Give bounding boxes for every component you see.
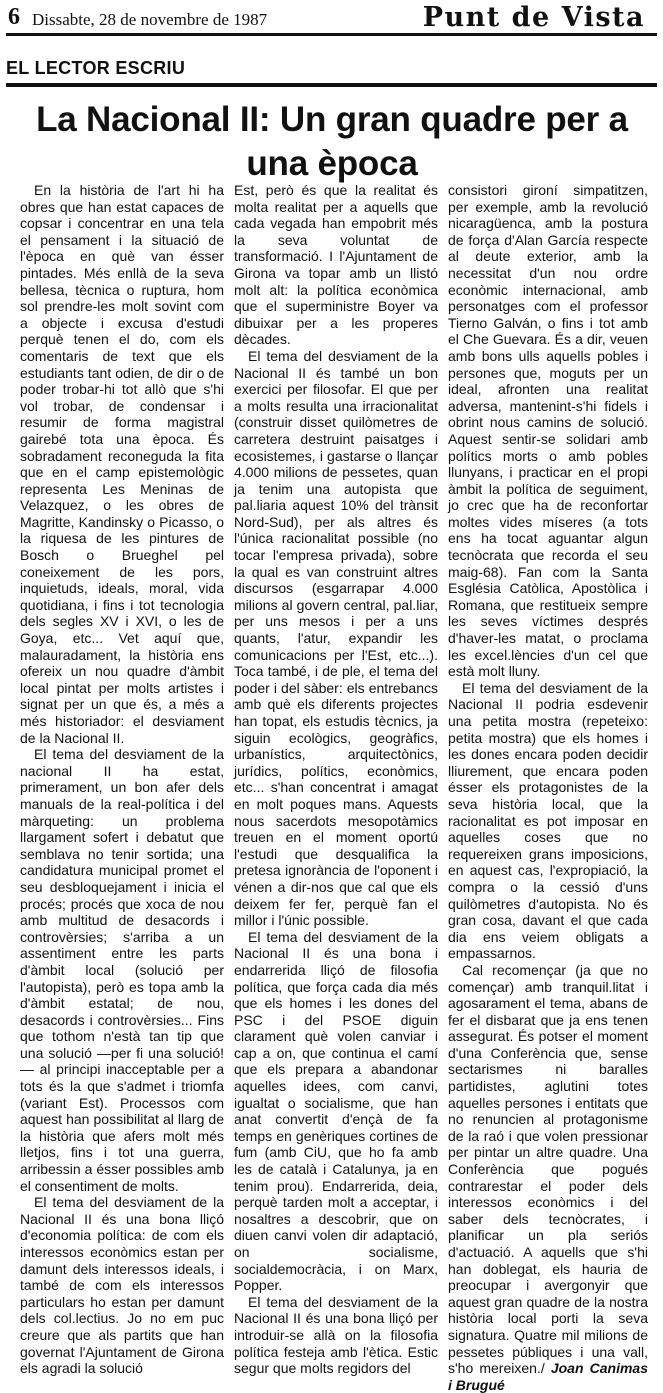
masthead bbox=[0, 0, 663, 36]
article-column-1 bbox=[20, 182, 224, 1377]
masthead-rule bbox=[6, 33, 657, 36]
article-headline: La Nacional II: Un gran quadre per a una època bbox=[36, 100, 628, 183]
column-kicker: EL LECTOR ESCRIU bbox=[6, 58, 186, 78]
paragraph: El tema del desviament de la Nacional II podria esdevenir una petita mostra (repeteixo: petita mostra) que els homes i les dones encara poden decidir lliurement, que encara poden ésser els protagonistes de la seva història local, que la racionalitat es pot imposar en aquelles coses que no requereixen grans imposicions, en aquest cas, l'expropiació, la compra o la cessió d'uns quilòmetres d'autopista. No és gran cosa, davant el que cada dia ens veiem obligats a empassarnos. bbox=[448, 679, 648, 962]
paragraph: consistori gironí simpatitzen, per exemple, amb la revolució nicaragüenca, amb la postura de força d'Alan García respecte al deute exterior, amb la necessitat d'un nou ordre econòmic internacional, amb personatges com el professor Tierno Galván, o fins i tot amb el Che Guevara. És a dir, veuen amb bons ulls aquells pobles i persones que, moguts per un ideal, afronten una realitat adversa, mantenint-s'hi fidels i obrint nous camins de solució. Aquest sentir-se solidari amb polítics morts o amb pobles llunyans, i practicar en el propi àmbit la política de seguiment, jo crec que ha de reconfortar moltes vides míseres (a tots ens ha tocat aguantar algun tecnòcrata que recorda el seu maig-68). Fan com la Santa Església Catòlica, Apostòlica i Romana, que restitueix sempre les seves víctimes després d'haver-les matat, o proclama les excel.lències d'un cel que està molt lluny. bbox=[448, 182, 648, 680]
article-column-2 bbox=[234, 182, 438, 1377]
author-signature: Joan Canimas i Brugué bbox=[448, 1360, 648, 1393]
article-column-3 bbox=[448, 182, 648, 1393]
issue-date: Dissabte, 28 de novembre de 1987 bbox=[32, 10, 268, 29]
paragraph: El tema del desviament de la nacional II ha estat, primerament, un bon afer dels manuals de la real-política i del màrqueting: un problema llargament sofert i debatut que semblava no tenir sortida; una candidatura municipal promet el seu desbloquejament i inicia el procés; procés que xoca de nou amb multitud de desacords i controvèrsies; s'arriba a un assentiment entre les parts d'àmbit local (solució per l'autopista), però es topa amb la d'àmbit estatal; de nou, desacords i controvèrsies... Fins que tothom n'està tan tip que una solució —per fi una solució!— al principi inacceptable per a tots és la que s'admet i triomfa (variant Est). Processos com aquest han possibilitat al llarg de la història que afers molt més lletjos, fins i tot una guerra, arribessin a ésser possibles amb el consentiment de molts. bbox=[20, 746, 224, 1194]
paragraph: El tema del desviament de la Nacional II és una bona lliçó d'economia política: de com els interessos econòmics estan per damunt dels interessos ideals, i també de com els interessos particulars ho estan per damunt dels col.lectius. Jo no em puc creure que als partits que han governat l'Ajuntament de Girona els agradi la solució bbox=[20, 1194, 224, 1377]
paragraph-with-signature bbox=[448, 962, 648, 1393]
section-title: Punt de Vista bbox=[422, 2, 645, 33]
paragraph: El tema del desviament de la Nacional II és també un bon exercici per filosofar. El que per a molts resulta una irracionalitat (construir disset quilòmetres de carretera destruint paisatges i ecosistemes, i gastarse o llançar 4.000 milions de pessetes, quan ja tenim una autopista que pal.liaria aquest 10% del trànsit Nord-Sud), per als altres és l'única racionalitat possible (no tocar l'empresa privada), sobre la qual es van construint altres discursos (esgarrapar 4.000 milions al govern central, pal.liar, per uns mesos i per a uns quants, l'atur, expandir les comunicacions per l'Est, etc...). Toca també, i de ple, el tema del poder i del sàber: els entrebancs amb què els diferents projectes han topat, els estudis tècnics, ja siguin ecològics, geogràfics, urbanístics, arquitectònics, jurídics, polítics, econòmics, etc... s'han concentrat i amagat en molt poques mans. Aquests nous sacerdots mesopotàmics treuen en el moment oportú l'estudi que desqualifica la pretesa ignorància de l'oponent i vénen a dir-nos que cal que els deixem fer fer, perquè fan el millor i l'únic possible. bbox=[234, 347, 438, 929]
paragraph: El tema del desviament de la Nacional II és una bona lliçó per introduir-se allà on la filosofia política festeja amb l'ètica. Estic segur que molts regidors del bbox=[234, 1293, 438, 1377]
paragraph: El tema del desviament de la Nacional II és una bona i endarrerida lliçó de filosofia política, que força cada dia més que els homes i les dones del PSC i del PSOE diguin clarament què volen canviar i cap a on, que continua el camí que els prepara a abandonar aquelles idees, com canvi, igualtat o socialisme, que han anat convertit d'ençà de fa temps en genèriques cortines de fum (amb CiU, que ho fa amb les de català i Catalunya, ja en tenim prou). Endarrerida, deia, perquè tarden molt a acceptar, i nosaltres a descobrir, que on diuen canvi volen dir adaptació, on socialisme, socialdemocràcia, i on Marx, Popper. bbox=[234, 928, 438, 1294]
paragraph: En la història de l'art hi ha obres que han estat capaces de copsar i concentrar en una tela el pensament i la situació de l'època en què van ésser pintades. Més enllà de la seva bellesa, tècnica o ruptura, hom sol prendre-les molt sovint com a objecte i excusa d'estudi perquè tenen el do, com els comentaris de text que els estudiants tant odien, de dir o de poder trobar-hi tot allò que s'hi vol trobar, de condensar i resumir de forma magistral gairebé tota una època. És sobradament reconeguda la fita que en el camp epistemològic representa Les Meninas de Velazquez, o les obres de Magritte, Kandinsky o Picasso, o la riquesa de les pintures de Bosch o Brueghel pel coneixement de les pors, inquietuds, ideals, moral, vida quotidiana, i fins i tot tecnologia dels segles XV i XVI, o les de Goya, etc... Vet aquí que, malauradament, la història ens ofereix un nou quadre d'àmbit local pintat per molts artistes i signat per un que és, a més a més historiador: el desviament de la Nacional II. bbox=[20, 182, 224, 746]
paragraph-text: Cal recomençar (ja que no començar) amb tranquil.litat i agosarament el tema, abans de fer el disbarat que ja ens tenen assegurat. És potser el moment d'una Conferència que, sense sectarismes ni baralles partidistes, aglutini totes aquelles persones i entitats que no renuncien al protagonisme de la raó i que volen pressionar per pintar un altre quadre. Una Conferència que pogués contrarestar el poder dels interessos econòmics i del saber dels tecnòcrates, i planificar un pla seriós d'actuació. A aquells que s'hi han doblegat, els hauria de preocupar i avergonyir que aquest gran quadre de la nostra història local porti la seva signatura. Quatre mil milions de pessetes públiques i una vall, s'ho mereixen./ bbox=[448, 961, 648, 1377]
page-number: 6 bbox=[8, 4, 20, 30]
paragraph: Est, però és que la realitat és molta realitat per a aquells que cada vegada han empobrit més la seva voluntat de transformació. I l'Ajuntament de Girona va topar amb un llistó molt alt: la política econòmica que el superministre Boyer va dibuixar per a les properes dècades. bbox=[234, 182, 438, 348]
